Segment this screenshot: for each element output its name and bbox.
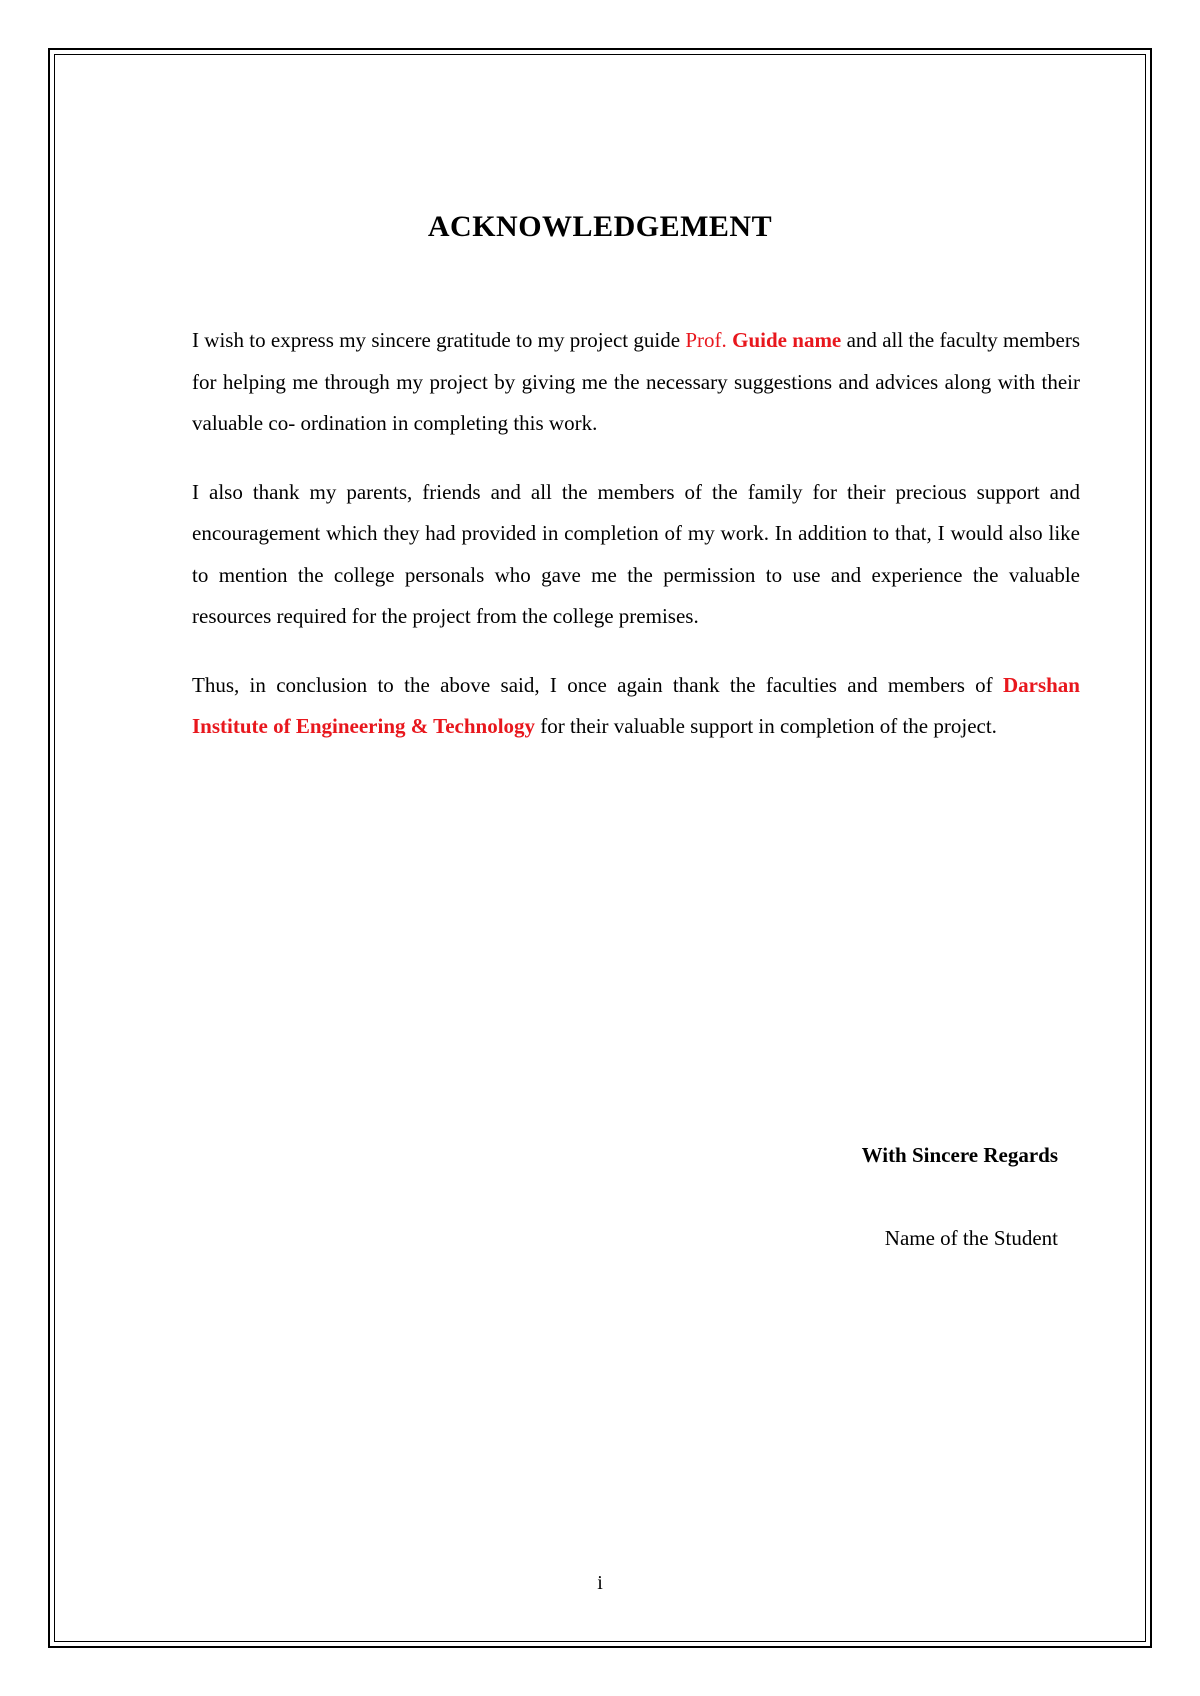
student-name: Name of the Student [884,1226,1058,1250]
guide-name: Guide name [732,328,842,352]
closing-regards: With Sincere Regards [861,1143,1058,1167]
page-number: i [597,1572,603,1594]
paragraph-family: I also thank my parents, friends and all the members of the family for their precious support and encouragement which they had provided in completion of my work. In addition to that, I would also like to mention the college personals who gave me the permission to use and experience the valuable resources required for the project from the college premises. [192,479,1080,628]
paragraph-conclusion-text-b: for their valuable support in completion of the project. [535,714,997,738]
paragraph-gratitude [192,320,1080,445]
institute-name: Darshan Institute of Engineering & Technology [192,672,1080,738]
page-title: ACKNOWLEDGEMENT [427,210,773,243]
paragraph-conclusion-text-a: Thus, in conclusion to the above said, I once again thank the faculties and members of [192,672,1003,697]
paragraph-conclusion [192,665,1080,748]
body-content [192,320,1080,775]
paragraph-gratitude-text-b: and all the faculty members for helping me through my project by giving me the necessary suggestions and advices along with their valuable co- ordination in completing this work. [192,328,1081,435]
guide-title: Prof. [685,328,727,352]
page-border-inner [54,54,1146,1642]
paragraph-gratitude-text-a: I wish to express my sincere gratitude to my project guide [192,328,686,352]
